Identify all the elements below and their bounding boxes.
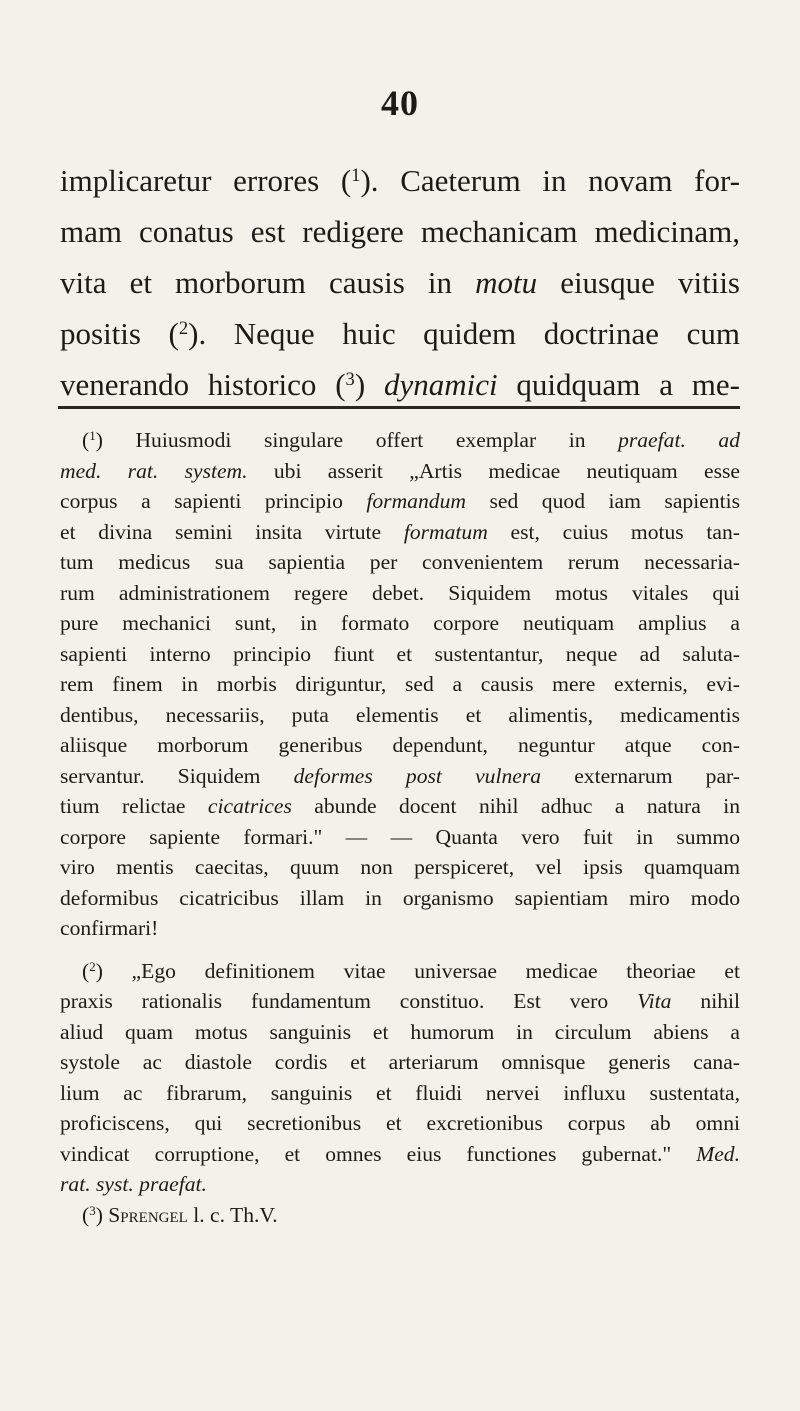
page-number: 40 bbox=[381, 83, 419, 123]
main-line: vita et morborum causis in motu eiusque vitiis bbox=[60, 265, 740, 300]
footnote-marker: 3 bbox=[89, 1202, 96, 1218]
footnote-marker: 2 bbox=[89, 958, 96, 974]
footnote-divider bbox=[58, 406, 740, 409]
footnotes bbox=[60, 425, 740, 1230]
footnote-2: ($^2$) „Ego definitionem vitae universae medicae theoriae et praxis rationalis fundamentum constituo. Est vero Vita nihil aliud quam motus sanguinis et humorum in circulum abiens a systole ac diastole cordis et arteriarum omnisque generis cana- lium ac fibrarum, sanguinis et fluidi nervei influxu sustentata, proficiscens, qui secretionibus et excretionibus corpus ab omni vindicat corruptione, et omnes eius functiones gubernat." Med. rat. syst. praefat. bbox=[60, 958, 740, 1196]
footnote-1: ($^1$) Huiusmodi singulare offert exemplar in praefat. ad med. rat. system. ubi asserit „Artis medicae neutiquam esse corpus a sapienti principio formandum sed quod iam sapientis et divina semini insita virtute formatum est, cuius motus tan- tum medicus sua sapientia per convenientem rerum necessaria- rum administrationem regere debet. Siquidem motus vitales qui pure mechanici sunt, in formato corpore neutiquam amplius a sapienti interno principio fiunt et sustentantur, neque ad saluta- rem finem in morbis diriguntur, sed a causis mere externis, evi- dentibus, necessariis, puta elementis et alimentis, medicamentis aliisque morborum generibus dependunt, neguntur atque con- servantur. Siquidem deformes post vulnera externarum par- tium relictae cicatrices abunde docent nihil adhuc a natura in corpore sapiente formari." — — Quanta vero fuit in summo viro mentis caecitas, quum non perspiceret, vel ipsis quamquam deformibus cicatricibus illam in organismo sapientiam miro modo confirmari! bbox=[60, 427, 740, 940]
main-text bbox=[60, 155, 740, 410]
main-line: positis ($^2$). Neque huic quidem doctrinae cum bbox=[60, 316, 740, 351]
footnote-3: ($^3$) Sprengel l. c. Th.V. bbox=[82, 1202, 278, 1227]
main-line: mam conatus est redigere mechanicam medicinam, bbox=[60, 214, 740, 249]
footnote-ref[interactable]: 1 bbox=[351, 164, 361, 186]
main-line: venerando historico ($^3$) dynamici quidquam a me- bbox=[60, 367, 740, 402]
main-line: implicaretur errores ($^1$). Caeterum in novam for- bbox=[60, 163, 740, 198]
footnote-ref[interactable]: 2 bbox=[178, 317, 189, 339]
footnote-ref[interactable]: 3 bbox=[345, 368, 355, 390]
footnote-marker: 1 bbox=[89, 427, 96, 443]
author-name: Sprengel bbox=[108, 1202, 188, 1227]
